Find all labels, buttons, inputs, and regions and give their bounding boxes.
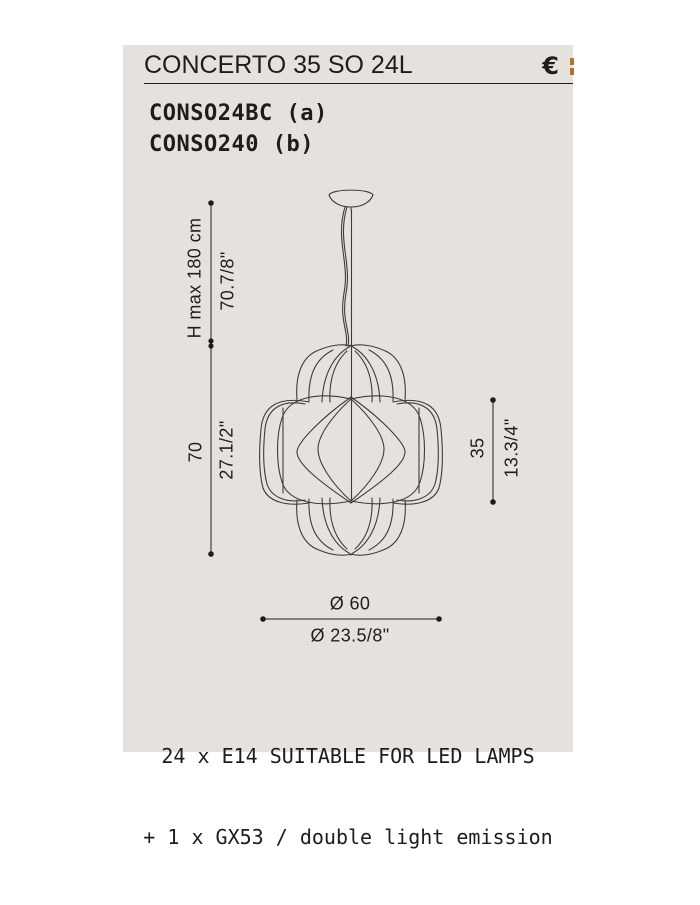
middle-height-dimension-line [491,398,496,505]
middle-height-imperial-label: 13.3/4" [501,418,522,478]
product-codes [149,98,328,160]
dimension-lines [209,201,496,622]
title-underline [144,83,573,84]
lamping-line-2: + 1 x GX53 / double light emission [143,825,553,849]
diameter-dimension-line [261,617,442,622]
lamping-info [123,689,573,905]
body-height-metric-label: 70 [185,441,206,463]
hanging-height-imperial-label: 70.7/8" [217,251,238,311]
canopy [329,190,373,210]
hanging-height-metric-label: H max 180 cm [184,217,205,339]
power-cable [341,207,348,346]
diameter-imperial-label: Ø 23.5/8" [310,625,390,646]
pendant-lamp-drawing [260,190,443,555]
height-dimension-line [209,201,214,557]
body-height-imperial-label: 27.1/2" [216,420,237,480]
diffuser-half [260,345,351,555]
price-fragment-cropped [570,58,574,77]
middle-height-metric-label: 35 [467,437,488,459]
currency-symbol: € [542,52,559,80]
product-code-line: CONSO24BC (a) [149,101,328,126]
lamping-line-1: 24 x E14 SUITABLE FOR LED LAMPS [161,744,535,768]
center-petals [322,345,380,555]
product-code-line: CONSO240 (b) [149,132,314,157]
product-title: CONCERTO 35 SO 24L [144,51,413,79]
product-sheet-panel [123,45,573,849]
diameter-metric-label: Ø 60 [329,593,371,614]
